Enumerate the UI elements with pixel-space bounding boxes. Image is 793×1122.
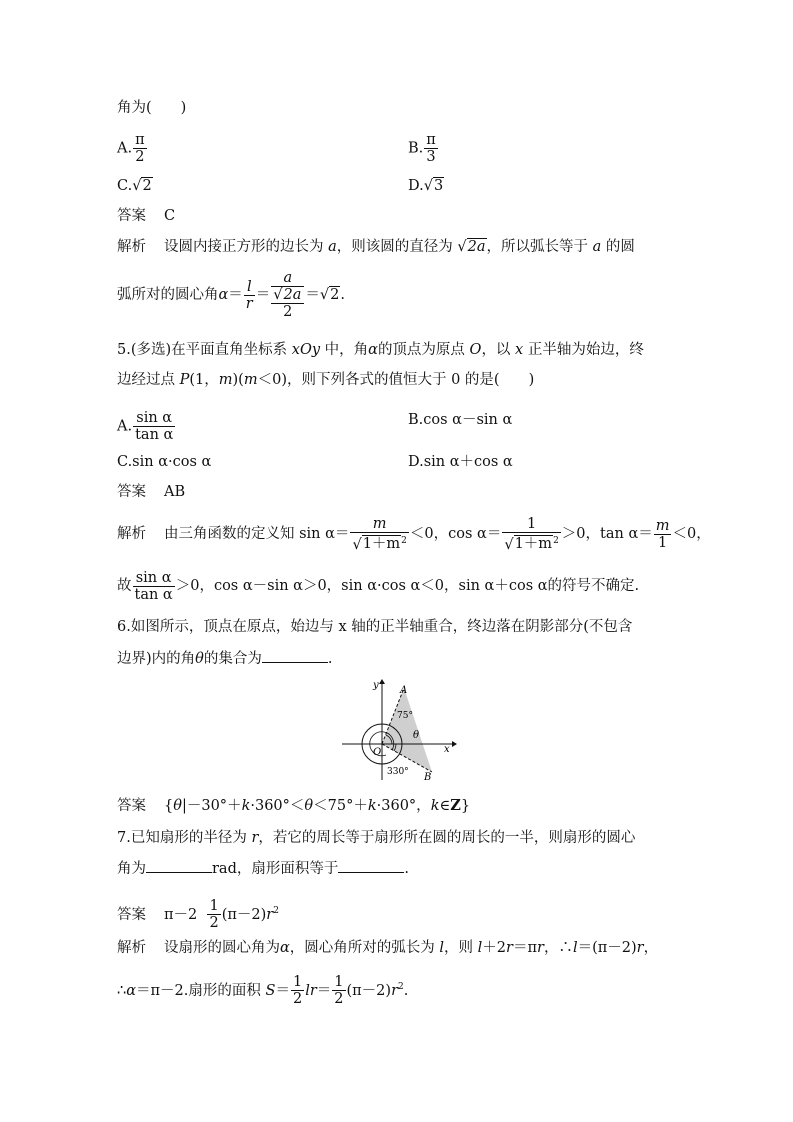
fraction: $\frac{\pi}{3}$ <box>426 132 436 165</box>
q4-analysis-line-1: 解析 设圆内接正方形的边长为 a，则该圆的直径为 √2a，所以弧长等于 a 的圆 <box>117 239 635 255</box>
q6-stem-line-2: 边界)内的角θ的集合为 . <box>117 648 333 669</box>
label-o: O <box>373 747 382 758</box>
q7-answer: 答案 π－2 $\frac{1}{2}$ $(\pi-2)r^2$ <box>117 898 279 932</box>
label-b: B <box>424 772 432 783</box>
answer-blank <box>146 858 212 873</box>
q4-option-a: A. $\frac{\pi}{2}$ <box>117 132 145 165</box>
q5-option-d: D.sin α＋cos α <box>408 454 513 470</box>
angle-figure <box>340 676 460 784</box>
label-y: y <box>373 680 379 691</box>
label-x: x <box>444 744 450 755</box>
x-arrow <box>452 741 457 747</box>
q5-option-b: B.cos α－sin α <box>408 412 513 428</box>
q4-answer: 答案 C <box>117 208 176 224</box>
q7-analysis-line-1: 解析 设扇形的圆心角为α，圆心角所对的弧长为 l，则 l＋2r＝πr，∴l＝(π－2)r， <box>117 940 659 956</box>
y-arrow <box>379 679 385 684</box>
q5-answer: 答案 AB <box>117 484 186 500</box>
q5-option-a: A. $\frac{\text{sin α}}{\text{tan α}}$ <box>117 410 174 443</box>
answer-blank <box>262 648 328 663</box>
q5-analysis-line-1: 解析 由三角函数的定义知 sin α＝ $\frac{m}{√1+m^2}$ ＜0，cos α＝ $\frac{1}{√1+m^2}$ ＞0，tan α＝ $\frac{m}{1}$ ＜0， <box>117 515 711 553</box>
q4-option-b: B. $\frac{\pi}{3}$ <box>408 132 436 165</box>
q4-analysis-line-2: 弧所对的圆心角α＝ $\frac{l}{r}$ ＝ a √2a 2 ＝√2. <box>117 270 345 320</box>
fraction: $\frac{\pi}{2}$ <box>135 132 145 165</box>
label-theta: θ <box>413 730 420 741</box>
q4-stem-tail: 角为( ) <box>117 100 187 116</box>
q7-analysis-line-2: ∴α＝π－2.扇形的面积 S＝ $\frac{1}{2}$ lr＝ $\frac{1}{2}$ $(\pi-2)r^2$. <box>117 974 409 1008</box>
q4-option-d: D.√3 <box>408 178 444 194</box>
q6-answer: 答案 {θ|－30°＋k·360°＜θ＜75°＋k·360°，k∈Z} <box>117 797 471 814</box>
label-330: 330° <box>387 767 409 777</box>
shaded-region <box>382 688 432 772</box>
q7-stem-line-2: 角为 rad，扇形面积等于 . <box>117 858 409 879</box>
q5-option-c: C.sin α·cos α <box>117 454 212 470</box>
q7-stem-line-1: 7.已知扇形的半径为 r，若它的周长等于扇形所在圆的周长的一半，则扇形的圆心 <box>117 830 636 846</box>
q6-stem-line-1: 6.如图所示，顶点在原点，始边与 x 轴的正半轴重合，终边落在阴影部分(不包含 <box>117 619 633 635</box>
q5-analysis-line-2: 故 $\frac{\text{sin α}}{\text{tan α}}$ ＞0，cos α－sin α＞0，sin α·cos α＜0，sin α＋cos α的符号不确定. <box>117 569 640 603</box>
q4-option-c: C.√2 <box>117 178 152 194</box>
label-75: 75° <box>397 711 413 721</box>
label-a: A <box>400 685 408 696</box>
q5-stem-line-2: 边经过点 P(1，m)(m＜0)，则下列各式的值恒大于 0 的是( ) <box>117 372 535 388</box>
q5-stem-line-1: 5.(多选)在平面直角坐标系 xOy 中，角α的顶点为原点 O，以 x 正半轴为始边，终 <box>117 342 644 358</box>
answer-blank <box>338 858 404 873</box>
